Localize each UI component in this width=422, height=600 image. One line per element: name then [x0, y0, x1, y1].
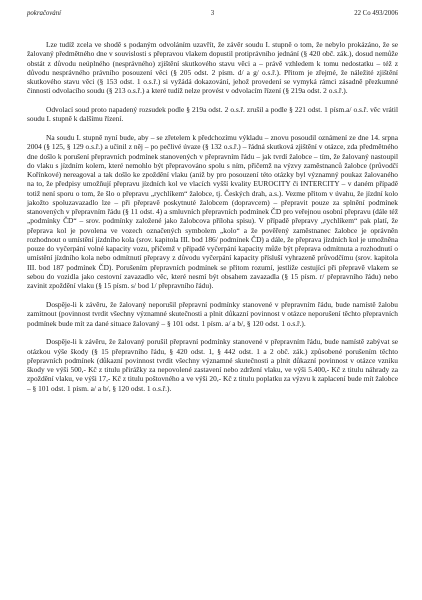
case-number: 22 Co 493/2006: [354, 10, 398, 17]
continuation-label: pokračování: [27, 10, 61, 17]
paragraph-decision: Odvolací soud proto napadený rozsudek podle § 219a odst. 2 o.s.ř. zrušil a podle § 221 odst. 1 písm.a/ o.s.ř. věc vrátil soudu I. stupně k dalšímu řízení.: [27, 105, 398, 124]
paragraph-conclusion: Lze tudíž zcela ve shodě s podaným odvoláním uzavřít, že závěr soudu I. stupně o tom, že nebylo prokázáno, že se žalovaný předmětného dne v souvislosti s přepravou vlakem dopustil protiprávního jednání (§ 420 obč. zák.), dosud nemůže obstát z důvodu neúplného (nesprávného) zjištění skutkového stavu věci a – právě vzhledem k tomu nedostatku – též z důvodu nesprávného právního posouzení věci (§ 205 odst. 2 písm. d/ a g/ o.s.ř.). Přitom je zřejmé, že náležité zjištění skutkového stavu věci (§ 153 odst. 1 o.s.ř.) si vyžádá dokazování, jehož provedení se vymyká rámci zásadně přezkumné činnosti odvolacího soudu (§ 213 o.s.ř.) a které tudíž nelze provést v odvolacím řízení (§ 219a odst. 2 o.s.ř.).: [27, 40, 398, 96]
document-body: [27, 40, 398, 393]
paragraph-instructions: Na soudu I. stupně nyní bude, aby – se zřetelem k předchozímu výkladu – znovu posoudil oznámení ze dne 14. srpna 2004 (§ 125, § 129 o.s.ř.) a učinil z něj – po pečlivé úvaze (§ 132 o.s.ř.) – řádná skutková zjištění v otázce, zda předmětného dne došlo k porušení přepravních podmínek stanovených v přepravním řádu – jak tvrdí žalobce – tím, že žalovaný nastoupil do vlaku s jízdním kolem, které nemohlo být přepravováno spolu s ním, přičemž na výzvy zaměstnanců žalobce (průvodčí Kořínkové) nereagoval a tak došlo ke zpoždění vlaku (aniž by pro posouzení této otázky byl významný poukaz žalovaného na to, že předpisy umožňují přepravu jízdních kol ve vlacích vyšší kvality EUROCITY či INTERCITY – v daném případě totiž není sporu o tom, že šlo o přepravu „rychlíkem“ žalobce, tj. Českých drah, a.s.). Vezme přitom v úvahu, že jízdní kolo jakožto spoluzavazadlo lze – při přepravě poskytnuté žalobcem (dopravcem) – přepravit pouze za splnění podmínek stanovených v přepravním řádu (§ 11 odst. 4) a smluvních přepravních podmínek ČD pro veřejnou osobní přepravu (dále též „podmínky ČD“ – srov. podmínky založené jako žalobcova příloha spisu). V případě přepravy „rychlíkem“ pak platí, že přeprava kol je povolena ve vozech označených symbolem „kolo“ a že pověřený zaměstnanec žalobce je oprávněn rozhodnout o umístění jízdního kola (srov. kapitola III. bod 186/ podmínek ČD) a dále, že přeprava jízdních kol je umožněna pouze do vyčerpání volné kapacity vozu, přičemž v případě vyčerpání kapacity může být přeprava odmítnuta a rozhodnutí o umístění jízdního kola nebo odmítnutí přepravy z důvodu vyčerpání kapacity přísluší vyhrazeně průvodčímu (srov. kapitola III. bod 187 podmínek ČD). Porušením přepravních podmínek se přitom rozumí, jestliže cestující při přepravě vlakem se sebou do vozidla jako cestovní zavazadlo věc, které nesmí být obsahem zavazadla (§ 15 písm. r/ přepravního řádu) nebo zavinit zpoždění vlaku (§ 15 písm. s/ bod 1/ přepravního řádu).: [27, 133, 398, 291]
paragraph-no-breach: Dospěje-li k závěru, že žalovaný neporušil přepravní podmínky stanovené v přepravním řádu, bude namístě žalobu zamítnout (povinnost tvrdit všechny významné skutečnosti a plnit důkazní povinnost v otázce neporušení těchto přepravních podmínek bude mít za dané situace žalovaný – § 101 odst. 1 písm. a/ a b/, § 120 odst. 1 o.s.ř.).: [27, 300, 398, 328]
page-header: [27, 8, 398, 20]
page-number: 3: [210, 10, 215, 17]
paragraph-breach: Dospěje-li k závěru, že žalovaný porušil přepravní podmínky stanovené v přepravním řádu, bude namístě zabývat se otázkou výše škody (§ 15 přepravního řádu, § 420 odst. 1, § 442 odst. 1 a 2 obč. zák.) způsobené porušením těchto přepravních podmínek (důkazní povinnost tvrdit všechny významné skutečnosti a plnit důkazní povinnost v otázce vzniku škody ve výši 500,- Kč z titulu přirážky za nepovolené zastavení nebo zdržení vlaku, ve výši 5.400,- Kč z titulu náhrady za zpoždění vlaku, ve výši 17,- Kč z titulu poštovného a ve výši 20,- Kč z titulu poplatku za výzvu k zaplacení bude mít žalobce – § 101 odst. 1 písm. a/ a b/, § 120 odst. 1 o.s.ř.).: [27, 337, 398, 393]
